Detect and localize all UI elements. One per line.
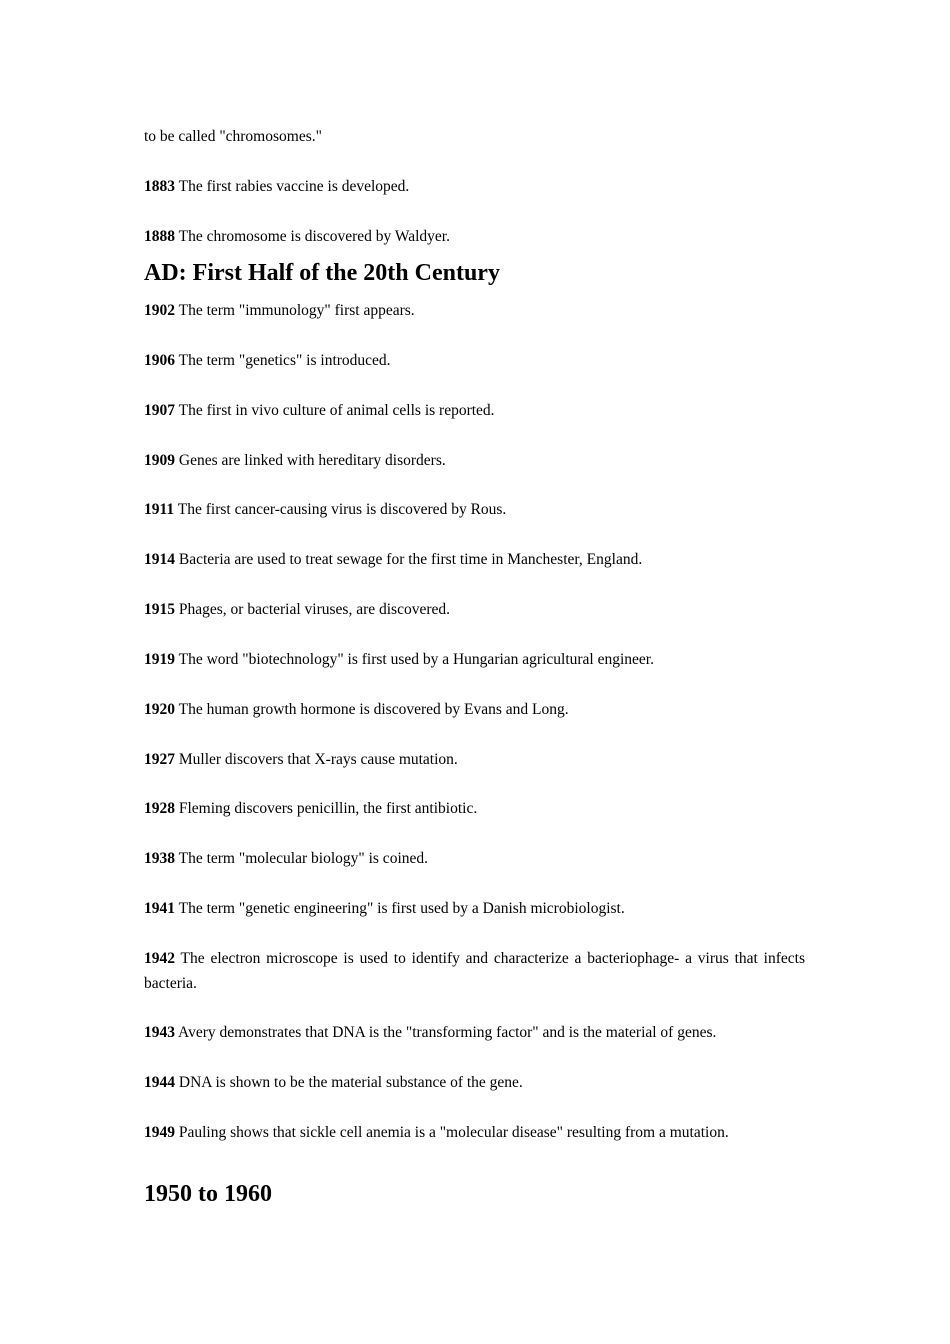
timeline-entry [144, 224, 805, 249]
timeline-entry [144, 796, 805, 821]
entry-year: 1915 [144, 601, 175, 618]
timeline-entry [144, 846, 805, 871]
entry-year: 1941 [144, 900, 175, 917]
entry-year: 1919 [144, 651, 175, 668]
entry-text: Genes are linked with hereditary disorders. [178, 452, 446, 469]
entry-text: Pauling shows that sickle cell anemia is a "molecular disease" resulting from a mutation. [178, 1124, 729, 1141]
entry-year: 1927 [144, 751, 175, 768]
entry-text: Bacteria are used to treat sewage for the first time in Manchester, England. [178, 551, 643, 568]
entry-year: 1920 [144, 701, 175, 718]
section-heading: 1950 to 1960 [144, 1181, 272, 1207]
entry-text: The first rabies vaccine is developed. [178, 178, 410, 195]
timeline-entry [144, 747, 805, 772]
entry-year: 1902 [144, 302, 175, 319]
entry-year: 1944 [144, 1074, 175, 1091]
timeline-entry [144, 497, 805, 522]
timeline-entry [144, 1070, 805, 1095]
entry-text: The human growth hormone is discovered by Evans and Long. [178, 701, 569, 718]
entry-text: The first in vivo culture of animal cells is reported. [178, 402, 495, 419]
entry-text: The electron microscope is used to identify and characterize a bacteriophage- a virus that infects bacteria. [144, 950, 805, 992]
timeline-entry [144, 547, 805, 572]
timeline-entry [144, 1020, 805, 1045]
entry-text: The first cancer-causing virus is discovered by Rous. [177, 501, 507, 518]
timeline-entry [144, 348, 805, 373]
entry-year: 1883 [144, 178, 175, 195]
entry-year: 1914 [144, 551, 175, 568]
entry-year: 1906 [144, 352, 175, 369]
entry-year: 1888 [144, 228, 175, 245]
timeline-entry [144, 597, 805, 622]
entry-text: The term "genetic engineering" is first used by a Danish microbiologist. [178, 900, 625, 917]
entry-text: Phages, or bacterial viruses, are discovered. [178, 601, 451, 618]
entry-text: DNA is shown to be the material substance of the gene. [178, 1074, 523, 1091]
entry-year: 1911 [144, 501, 175, 518]
timeline-entry [144, 896, 805, 921]
timeline-entry [144, 697, 805, 722]
timeline-entry [144, 1120, 805, 1145]
entry-year: 1943 [144, 1024, 175, 1041]
section-heading: AD: First Half of the 20th Century [144, 260, 500, 286]
entry-year: 1928 [144, 800, 175, 817]
timeline-entry [144, 298, 805, 323]
timeline-entry [144, 448, 805, 473]
timeline-entry [144, 946, 805, 996]
timeline-entry [144, 647, 805, 672]
entry-text: The term "genetics" is introduced. [178, 352, 391, 369]
timeline-entry [144, 398, 805, 423]
entry-text: Fleming discovers penicillin, the first antibiotic. [178, 800, 478, 817]
entry-text: The term "immunology" first appears. [178, 302, 415, 319]
timeline-entry [144, 174, 805, 199]
entry-text: The word "biotechnology" is first used by a Hungarian agricultural engineer. [178, 651, 654, 668]
entry-year: 1949 [144, 1124, 175, 1141]
entry-text: The term "molecular biology" is coined. [178, 850, 429, 867]
entry-year: 1907 [144, 402, 175, 419]
continuation-paragraph: to be called "chromosomes." [144, 128, 322, 145]
entry-text: Avery demonstrates that DNA is the "transforming factor" and is the material of genes. [178, 1024, 717, 1041]
entry-year: 1942 [144, 950, 175, 967]
entry-year: 1938 [144, 850, 175, 867]
entry-year: 1909 [144, 452, 175, 469]
entry-text: The chromosome is discovered by Waldyer. [178, 228, 450, 245]
entry-text: Muller discovers that X-rays cause mutation. [178, 751, 458, 768]
